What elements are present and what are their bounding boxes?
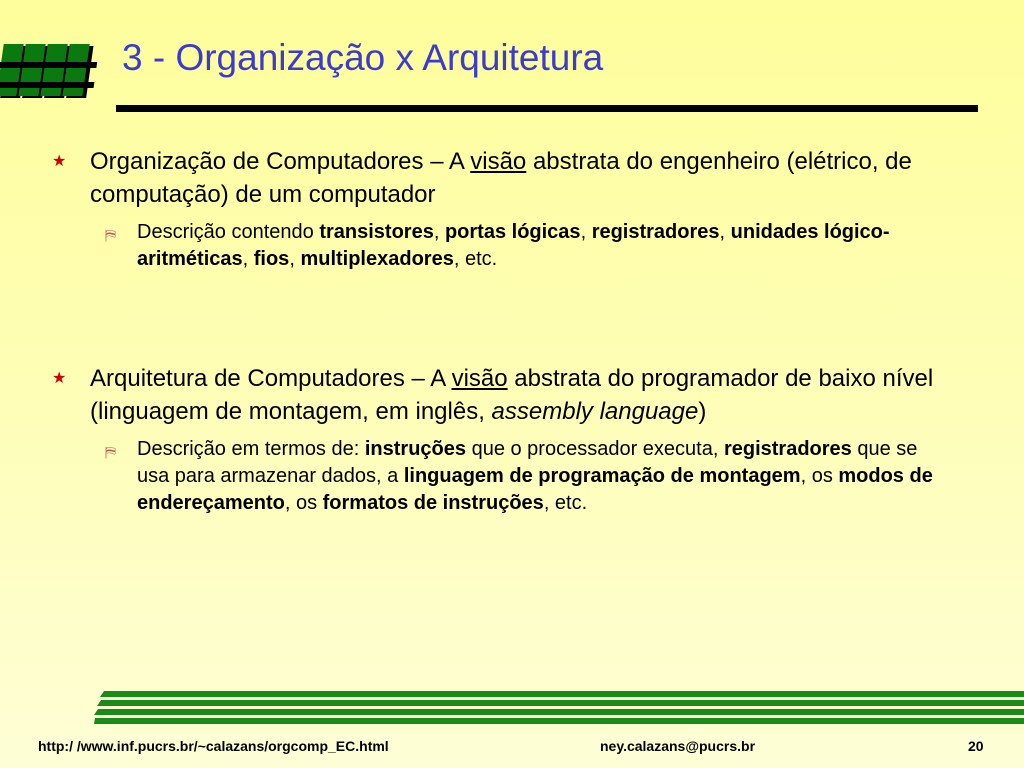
sub-bullet-organizacao: ⛿ Descrição contendo transistores, portas lógicas, registradores, unidades lógico-aritméticas, fios, multiplexadores, etc. <box>105 221 890 270</box>
title-underline-rule <box>116 105 978 112</box>
footer-page-number: 20 <box>968 738 984 754</box>
flag-bullet-icon: ⛿ <box>105 227 116 244</box>
bullet-organizacao: ★ Organização de Computadores – A visão abstrata do engenheiro (elétrico, de computação) de um computador <box>90 145 970 211</box>
sub-bullet-arquitetura: ⛿ Descrição em termos de: instruções que o processador executa, registradores que se usa para armazenar dados, a linguagem de programação de montagem, os modos de endereçamento, os formatos de instruções, etc. <box>105 438 933 514</box>
slide-title: 3 - Organização x Arquitetura <box>122 37 604 78</box>
slide-logo-icon <box>0 42 110 102</box>
footer-email: ney.calazans@pucrs.br <box>600 738 756 754</box>
footer-url: http:/ /www.inf.pucrs.br/~calazans/orgcomp_EC.html <box>38 738 389 754</box>
star-bullet-icon: ★ <box>52 153 67 170</box>
flag-bullet-icon: ⛿ <box>105 444 116 461</box>
footer-decorative-stripes <box>94 688 1024 728</box>
bullet-arquitetura: ★ Arquitetura de Computadores – A visão abstrata do programador de baixo nível (linguagem de montagem, em inglês, assembly language) <box>90 362 970 428</box>
star-bullet-icon: ★ <box>52 370 67 387</box>
